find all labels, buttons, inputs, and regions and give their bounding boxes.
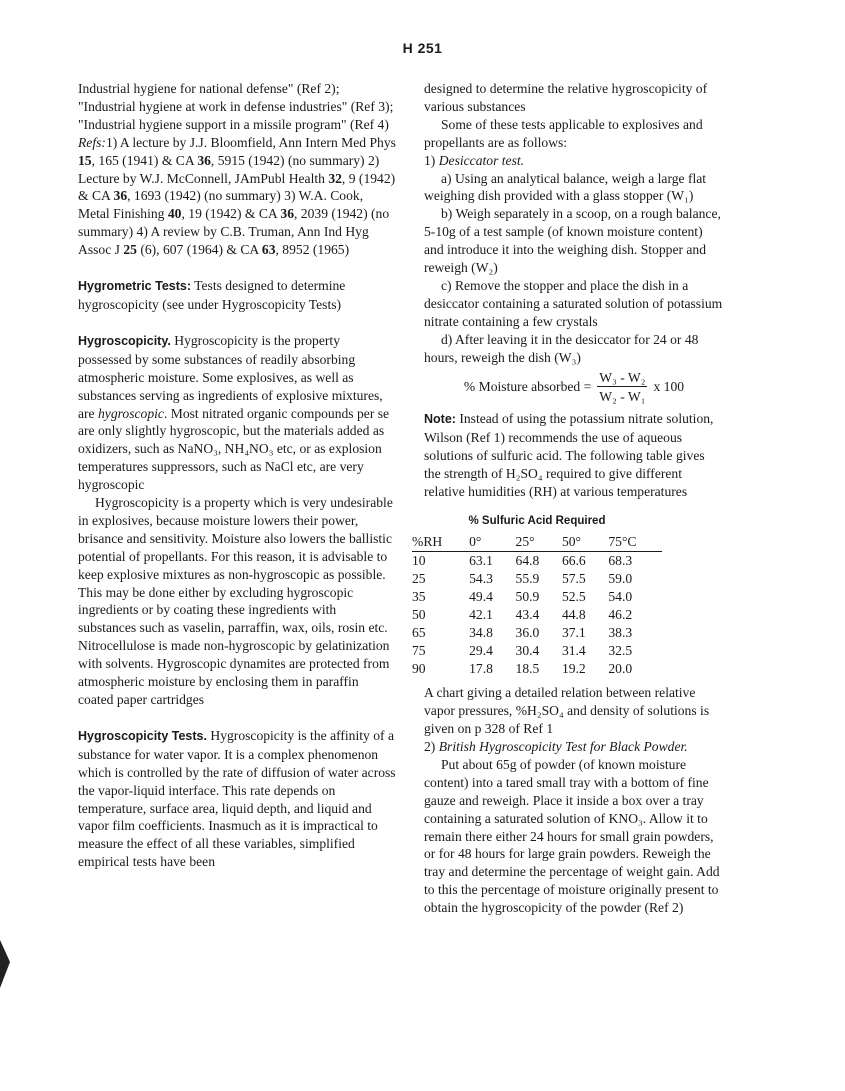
note-heading: Note: <box>424 412 456 427</box>
header-cell: 75°C <box>608 533 662 551</box>
hygroscopicity-tests-entry: Hygroscopicity Tests. Hygroscopicity is the affinity of a substance for water vapor. It is a complex phenomenon which is controlled by the rate of diffusion of water across the vapor-liquid interface. This rate depends on temperature, surface area, liquid depth, and liquid and vapor film coefficients. Inasmuch as it is impractical to measure the effect of all these variables, simplified empirical tests have been <box>78 727 396 870</box>
hygroscopicity-entry: Hygroscopicity. Hygroscopicity is the property possessed by some substances of readily absorbing atmospheric moisture. Some explosives, as well as substances serving as ingredients of explosive mixtures, are hygroscopic. Most nitrated organic compounds per se are only slightly hygroscopic, but the materials added as oxidizers, such as NaNO₃, NH₄NO₃ etc, or as explosion temperatures suppressors, such as NaCl etc, are very hygroscopic <box>78 332 390 493</box>
table-row: 90 17.8 18.5 19.2 20.0 <box>412 661 633 677</box>
chart-note-paragraph: A chart giving a detailed relation between relative vapor pressures, %H₂SO₄ and density of solutions is given on p 328 of Ref 1 <box>424 685 710 737</box>
hygroscopicity-paragraph-2: Hygroscopicity is a property which is very undesirable in explosives, because moisture lowers their power, brisance and sensitivity. Moisture also lowers the ballistic potential of propellants. For this reason, it is advisable to keep explosive mixtures as non-hygroscopic as possible. This may be done either by excluding hygroscopic ingredients or by coating these ingredients with substances such as vaselin, parraffin, wax, oils, rosin etc. Nitrocellulose is made non-hygroscopic by gelatinization with solvents. Hygroscopic dynamites are protected from atmospheric moisture by enclosing them in paraffin coated paper cartridges <box>78 495 393 707</box>
acid-table-caption: % Sulfuric Acid Required <box>468 514 606 527</box>
note-paragraph: Note: Instead of using the potassium nitrate solution, Wilson (Ref 1) recommends the use of aqueous solutions of sulfuric acid. The following table gives the strength of H₂SO₄ required to give different relative humidities (RH) at various temperatures <box>424 411 714 499</box>
page-header: H 251 <box>402 40 443 56</box>
sulfuric-acid-table <box>412 533 662 679</box>
left-column <box>78 80 396 871</box>
references-paragraph: Refs:1) A lecture by J.J. Bloomfield, Ann Intern Med Phys 15, 165 (1941) & CA 36, 5915 (1942) (no summary) 2) Lecture by W.J. McConnell, JAmPubl Health 32, 9 (1942) & CA 36, 1693 (1942) (no summary) 3) W.A. Cook, Metal Finishing 40, 19 (1942) & CA 36, 2039 (1942) (no summary) 4) A review by C.B. Truman, Ann Ind Hyg Assoc J 25 (6), 607 (1964) & CA 63, 8952 (1965) <box>78 134 396 258</box>
refs-label: Refs: <box>78 134 106 150</box>
table-header-row <box>412 533 662 551</box>
right-column <box>412 80 724 917</box>
margin-mark <box>0 940 10 988</box>
hygrometric-tests-heading: Hygrometric Tests: <box>78 279 191 294</box>
header-cell: 50° <box>562 533 608 551</box>
hygroscopicity-tests-heading: Hygroscopicity Tests. <box>78 728 207 743</box>
header-cell: 25° <box>516 533 562 551</box>
formula-fraction <box>597 369 647 407</box>
step-c: c) Remove the stopper and place the dish in a desiccator containing a saturated solution of potassium nitrate containing a few crystals <box>424 277 723 329</box>
header-cell: 0° <box>469 533 515 551</box>
table-row: 10 63.1 64.8 66.6 68.3 <box>412 552 633 568</box>
hygroscopicity-heading: Hygroscopicity. <box>78 333 171 348</box>
table-row: 25 54.3 55.9 57.5 59.0 <box>412 570 633 586</box>
formula-numerator: W₃ - W₂ <box>597 369 647 388</box>
british-test-paragraph: Put about 65g of powder (of known moisture content) into a tared small tray with a bottom of fine gauze and reweigh. Place it inside a box over a tray containing a saturated solution of KNO₃. Allow it to remain there either 24 hours for small grain powders, or for 48 hours for large grain powders. Reweigh the tray and determine the percentage of weight gain. Add to this the percentage of moisture originally present to obtain the hygroscopicity of the powder (Ref 2) <box>424 756 720 916</box>
hygrometric-tests-entry: Hygrometric Tests: Tests designed to determine hygroscopicity (see under Hygroscopicity Tests) <box>78 278 346 312</box>
moisture-formula <box>424 367 724 411</box>
table-row: 75 29.4 30.4 31.4 32.5 <box>412 643 633 659</box>
step-b: b) Weigh separately in a scoop, on a rough balance, 5-10g of a test sample (of known moisture content) and introduce it into the weighing dish. Stopper and reweigh (W₂) <box>424 206 721 276</box>
table-row: 65 34.8 36.0 37.1 38.3 <box>412 625 633 641</box>
continuation-paragraph: designed to determine the relative hygroscopicity of various substances <box>424 81 708 114</box>
step-a: a) Using an analytical balance, weigh a large flat weighing dish provided with a glass stopper (W₁) <box>424 170 707 204</box>
table-row: 35 49.4 50.9 52.5 54.0 <box>412 588 633 604</box>
step-d: d) After leaving it in the desiccator for 24 or 48 hours, reweigh the dish (W₃) <box>424 331 699 365</box>
formula-lhs: % Moisture absorbed = <box>463 379 592 395</box>
intro-paragraph: Industrial hygiene for national defense" (Ref 2); "Industrial hygiene at work in defense industries" (Ref 3); "Industrial hygiene support in a missile program" (Ref 4) <box>78 81 394 132</box>
formula-denominator: W₂ - W₁ <box>599 389 646 405</box>
british-test-heading: 2) British Hygroscopicity Test for Black Powder. <box>424 739 688 755</box>
formula-multiplier: x 100 <box>653 379 685 395</box>
some-tests-paragraph: Some of these tests applicable to explosives and propellants are as follows: <box>424 116 703 150</box>
desiccator-test-heading: 1) Desiccator test. <box>424 152 525 168</box>
table-row: 50 42.1 43.4 44.8 46.2 <box>412 607 633 623</box>
header-cell: %RH <box>412 533 469 551</box>
